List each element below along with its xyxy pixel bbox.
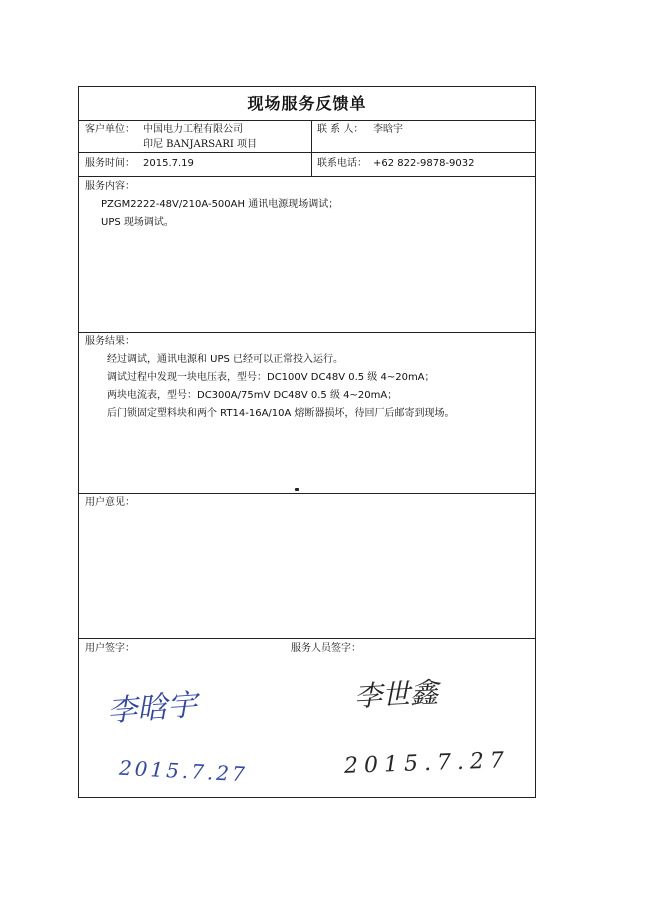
customer-signature-label: 用户签字： [85, 643, 135, 654]
divider [79, 332, 535, 333]
service-content-line: UPS 现场调试。 [101, 217, 174, 228]
service-result-line: 两块电流表，型号：DC300A/75mV DC48V 0.5 级 4~20mA； [107, 390, 398, 401]
user-opinion-label: 用户意见： [85, 497, 135, 508]
contact-label: 联 系 人： [317, 124, 364, 135]
service-result-line: 经过调试，通讯电源和 UPS 已经可以正常投入运行。 [107, 354, 344, 365]
contact-value: 李晗宇 [373, 124, 403, 135]
divider [79, 493, 535, 494]
service-feedback-form [78, 86, 536, 798]
service-content-label: 服务内容： [85, 181, 135, 192]
column-divider [311, 120, 312, 176]
staff-signature-label: 服务人员签字： [291, 643, 361, 654]
service-result-line: 后门锁固定塑料块和两个 RT14-16A/10A 熔断器损坏，待回厂后邮寄到现场。 [107, 408, 455, 419]
phone-value: +62 822-9878-9032 [373, 158, 475, 169]
service-time-value: 2015.7.19 [143, 158, 194, 169]
staff-signature-date: 2015.7.27 [343, 748, 511, 779]
divider [79, 152, 535, 153]
form-title: 现场服务反馈单 [247, 94, 367, 113]
customer-signature-date: 2015.7.27 [118, 755, 249, 787]
service-result-line: 调试过程中发现一块电压表，型号：DC100V DC48V 0.5 级 4~20mA； [107, 372, 435, 383]
service-content-line: PZGM2222-48V/210A-500AH 通讯电源现场调试； [101, 199, 339, 210]
phone-label: 联系电话： [317, 158, 367, 169]
customer-name: 中国电力工程有限公司 [143, 124, 243, 135]
divider [79, 120, 535, 121]
service-result-label: 服务结果： [85, 336, 135, 347]
customer-signature: 李晗宇 [106, 687, 199, 730]
customer-project: 印尼 BANJARSARI 项目 [143, 139, 257, 150]
ink-speck [295, 488, 299, 491]
divider [79, 638, 535, 639]
customer-label: 客户单位： [85, 124, 135, 135]
divider [79, 176, 535, 177]
service-time-label: 服务时间： [85, 158, 135, 169]
staff-signature: 李世鑫 [353, 675, 439, 714]
